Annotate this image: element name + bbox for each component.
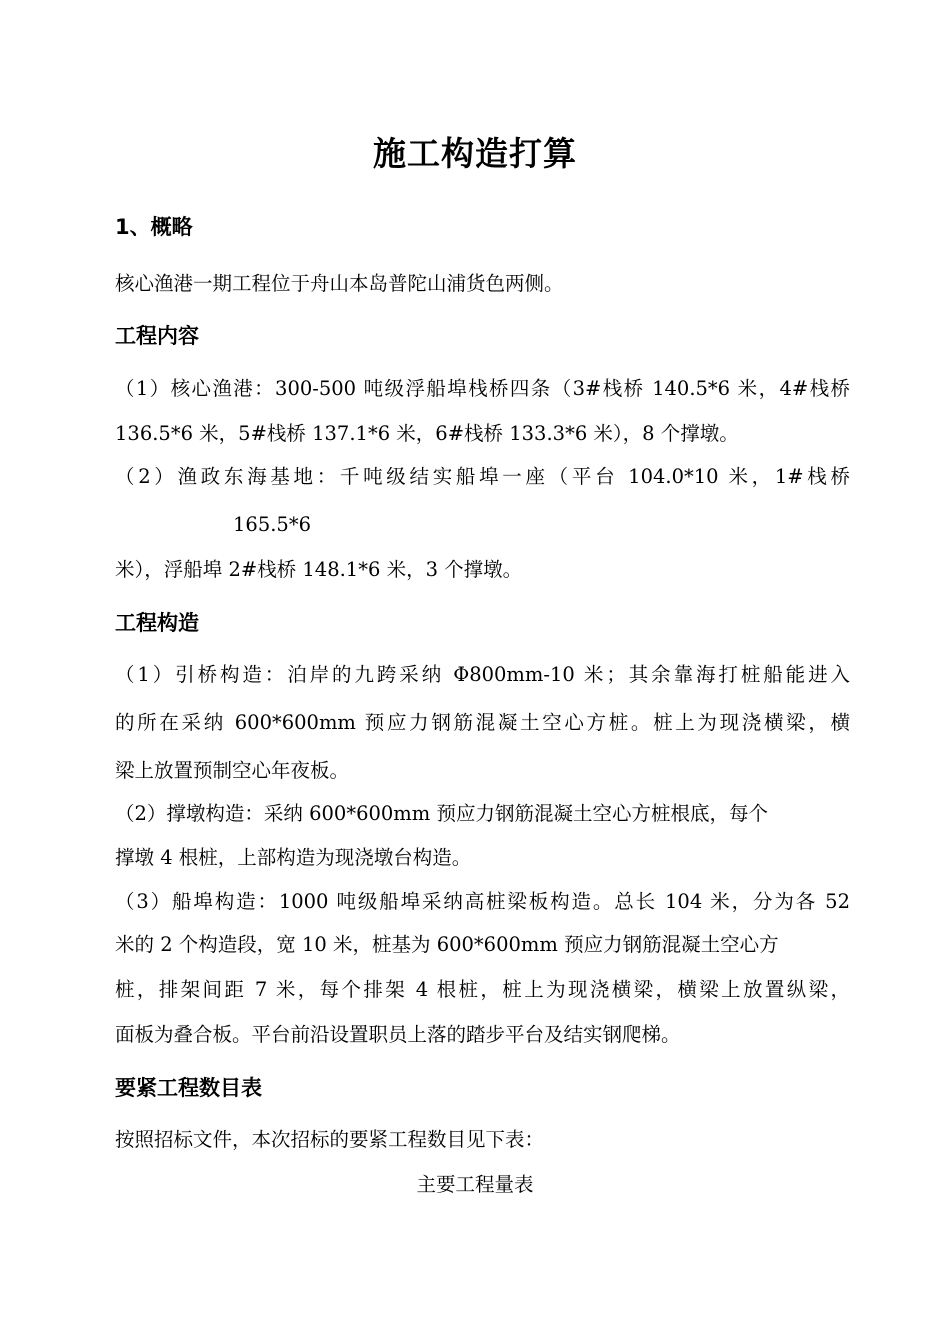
table-caption: 主要工程量表: [416, 1173, 534, 1196]
structure-p1-line1: （1）引桥构造：泊岸的九跨采纳 Φ800mm-10 米；其余靠海打桩船能进入: [115, 663, 850, 686]
structure-p1-line3: 梁上放置预制空心年夜板。: [115, 759, 350, 782]
structure-p3-line4: 面板为叠合板。平台前沿设置职员上落的踏步平台及结实钢爬梯。: [115, 1023, 681, 1046]
overview-text: 核心渔港一期工程位于舟山本岛普陀山浦货色两侧。: [115, 272, 564, 295]
section-heading-content: 工程内容: [115, 324, 199, 348]
content-item2-line2: 165.5*6: [233, 513, 311, 536]
structure-p2-line2: 撑墩 4 根桩，上部构造为现浇墩台构造。: [115, 846, 472, 869]
section-heading-quantities: 要紧工程数目表: [115, 1076, 262, 1100]
structure-p2-line1: （2）撑墩构造：采纳 600*600mm 预应力钢筋混凝土空心方桩根底，每个: [115, 802, 768, 825]
section-heading-structure: 工程构造: [115, 611, 199, 635]
structure-p1-line2: 的所在采纳 600*600mm 预应力钢筋混凝土空心方桩。桩上为现浇横梁，横: [115, 711, 850, 734]
content-item2-line1: （2）渔政东海基地：千吨级结实船埠一座（平台 104.0*10 米，1#栈桥: [115, 465, 850, 488]
content-item1-line1: （1）核心渔港：300-500 吨级浮船埠栈桥四条（3#栈桥 140.5*6 米，4#栈桥: [115, 377, 850, 400]
content-item1-line2: 136.5*6 米，5#栈桥 137.1*6 米，6#栈桥 133.3*6 米），8 个撑墩。: [115, 422, 739, 445]
structure-p3-line3: 桩，排架间距 7 米，每个排架 4 根桩，桩上为现浇横梁，横梁上放置纵梁，: [115, 978, 850, 1001]
structure-p3-line1: （3）船埠构造：1000 吨级船埠采纳高桩梁板构造。总长 104 米，分为各 52: [115, 890, 850, 913]
structure-p3-line2: 米的 2 个构造段，宽 10 米，桩基为 600*600mm 预应力钢筋混凝土空心方: [115, 933, 779, 956]
content-item2-line3: 米），浮船埠 2#栈桥 148.1*6 米，3 个撑墩。: [115, 558, 523, 581]
section-heading-overview: 1、概略: [115, 215, 193, 239]
document-title: 施工构造打算: [373, 134, 577, 173]
quantities-text: 按照招标文件，本次招标的要紧工程数目见下表：: [115, 1128, 545, 1151]
